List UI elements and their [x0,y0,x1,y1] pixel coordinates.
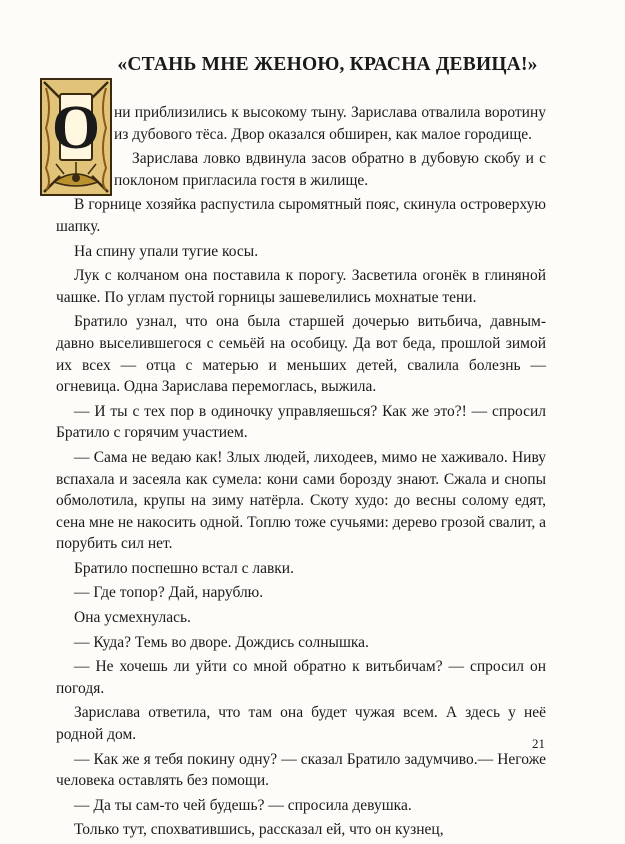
paragraph: В горнице хозяйка распустила сыромятный пояс, скинула островерхую шапку. [56,196,546,235]
paragraph: — Сама не ведаю как! Злых людей, лиходеев, мимо не хаживало. Ниву вспахала и засеяла как сумела: кони сами борозду знают. Сжала и снопы обмолотила, крупы на зиму натёрла. Скоту худо: до весны солому едят, сена мне не накосить одной. Топлю тоже сучьями: дерево грозой свалит, а порубить сил нет. [56,448,546,553]
page-number: 21 [532,736,545,751]
paragraph: — Не хочешь ли уйти со мной обратно к витьбичам? — спросил он погодя. [56,658,546,697]
paragraph: Братило узнал, что она была старшей дочерью витьбича, давным-давно выселившегося с семьёй на особицу. Да вот беда, прошлой зимой их всех — отца с матерью и меньших детей, свалила болезнь — огневица. Одна Зарислава перемоглась, выжила. [56,313,546,396]
paragraph: Лук с колчаном она поставила к порогу. Засветила огонёк в глиняной чашке. По углам пустой горницы зашевелились мохнатые тени. [56,267,546,306]
paragraph: — Где топор? Дай, нарублю. [74,584,264,602]
paragraph: На спину упали тугие косы. [74,242,259,260]
dropcap-letter: О [51,94,101,162]
chapter-title: «СТАНЬ МНЕ ЖЕНОЮ, КРАСНА ДЕВИЦА!» [117,54,538,75]
paragraph: Только тут, спохватившись, рассказал ей, что он кузнец, [74,821,444,839]
paragraph: — И ты с тех пор в одиночку управляешься? Как же это?! — спросил Братило с горячим участием. [56,402,546,442]
paragraph: — Да ты сам-то чей будешь? — спросила девушка. [74,796,412,814]
paragraph: Зарислава ответила, что там она будет чужая всем. А здесь у неё родной дом. [56,704,546,744]
paragraph: — Куда? Темь во дворе. Дождись солнышка. [74,633,369,651]
paragraph: Братило поспешно встал с лавки. [74,559,294,577]
paragraph: Она усмехнулась. [74,609,191,627]
paragraph: ни приблизились к высокому тыну. Зарислава отвалила воротину из дубового тёса. Двор оказался обширен, как малое городище. [114,104,546,143]
paragraph: — Как же я тебя покину одну? — сказал Братило задумчиво.— Негоже человека оставлять без помощи. [56,750,546,790]
body-text [56,102,546,844]
paragraph: Зарислава ловко вдвинула засов обратно в дубовую скобу и с поклоном пригласила гостя в жилище. [114,150,546,189]
